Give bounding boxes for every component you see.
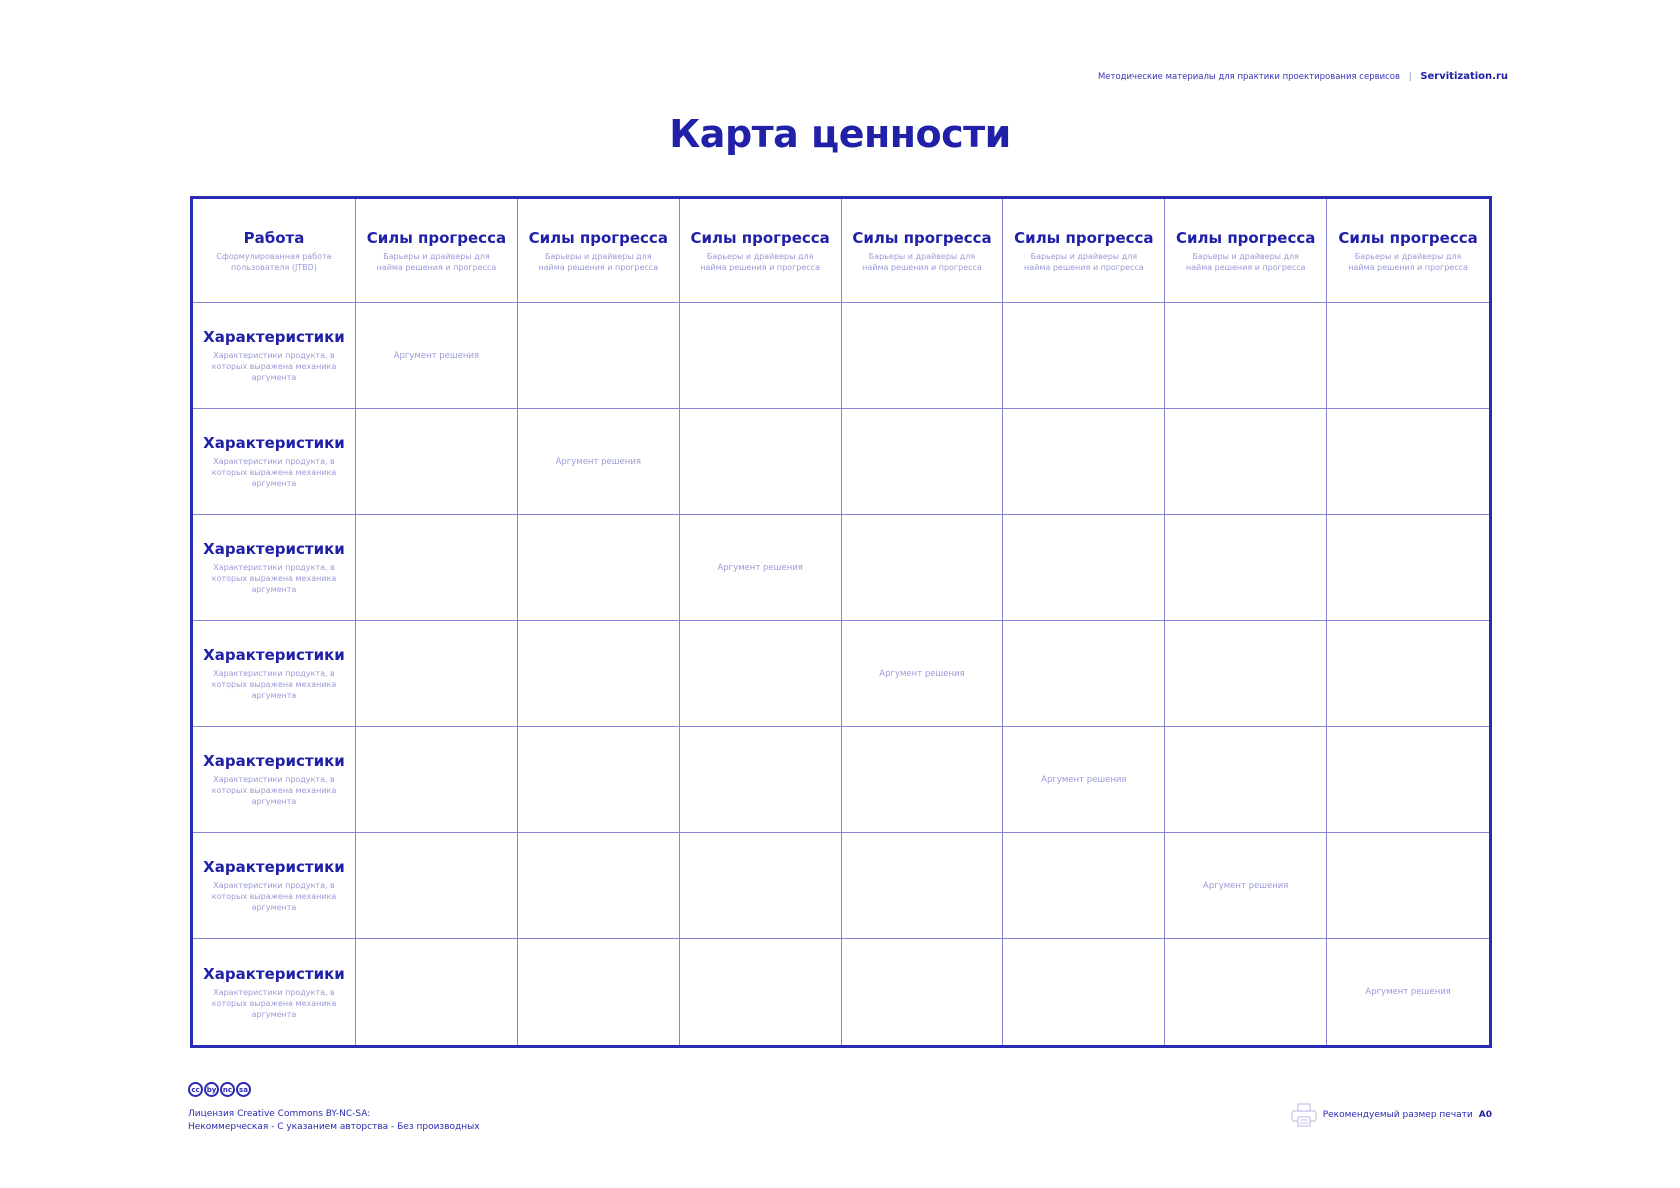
table-cell[interactable] [1165, 303, 1327, 409]
row-subtitle: Характеристики продукта, в которых выражена механика аргумента [211, 881, 337, 912]
row-header-cell [193, 939, 356, 1045]
table-cell[interactable] [1165, 621, 1327, 727]
column-subtitle: Барьеры и драйверы для найма решения и прогресса [700, 251, 820, 272]
page-title: Карта ценности [669, 112, 1011, 156]
nc-icon: nc [220, 1082, 235, 1097]
sa-icon: sa [236, 1082, 251, 1097]
table-cell[interactable] [518, 409, 680, 515]
table-cell[interactable] [1003, 621, 1165, 727]
table-cell[interactable] [518, 939, 680, 1045]
table-cell[interactable] [1327, 833, 1489, 939]
table-cell[interactable] [680, 515, 842, 621]
row-title: Характеристики [203, 434, 345, 452]
table-cell[interactable] [842, 409, 1004, 515]
column-subtitle: Барьеры и драйверы для найма решения и прогресса [1185, 251, 1306, 272]
row-title: Характеристики [203, 540, 345, 558]
column-title: Силы прогресса [366, 228, 507, 247]
header-tagline: Методические материалы для практики проектирования сервисов [1097, 72, 1401, 82]
table-cell[interactable] [518, 727, 680, 833]
row-title: Характеристики [203, 964, 345, 983]
row-header-cell [193, 409, 356, 515]
column-header-cell [1003, 199, 1165, 303]
table-cell[interactable] [1165, 409, 1327, 515]
table-cell[interactable] [842, 621, 1004, 727]
column-title: Силы прогресса [1014, 228, 1154, 247]
table-cell[interactable] [680, 833, 842, 939]
table-cell[interactable] [356, 727, 518, 833]
row-subtitle: Характеристики продукта, в которых выражена механика аргумента [211, 775, 337, 806]
table-cell[interactable] [356, 515, 518, 621]
corner-title: Работа [243, 228, 305, 247]
table-cell[interactable] [518, 621, 680, 727]
print-recommendation [1291, 1103, 1492, 1127]
row-subtitle: Характеристики продукта, в которых выражена механика аргумента [211, 351, 337, 382]
column-subtitle: Барьеры и драйверы для найма решения и прогресса [1024, 251, 1144, 272]
table-cell[interactable] [1165, 515, 1327, 621]
table-cell[interactable] [1327, 621, 1489, 727]
table-cell[interactable] [356, 939, 518, 1045]
table-cell[interactable] [1003, 303, 1165, 409]
argument-placeholder: Аргумент решения [393, 350, 480, 361]
table-cell[interactable] [1003, 727, 1165, 833]
argument-placeholder: Аргумент решения [879, 668, 965, 679]
table-cell[interactable] [1165, 939, 1327, 1045]
table-cell[interactable] [680, 939, 842, 1045]
column-title: Силы прогресса [528, 228, 668, 247]
table-cell[interactable] [356, 303, 518, 409]
cc-license-badges [188, 1082, 251, 1097]
printer-icon [1291, 1103, 1317, 1127]
column-header-cell [518, 199, 680, 303]
row-header-cell [193, 727, 356, 833]
table-cell[interactable] [356, 833, 518, 939]
table-cell[interactable] [1327, 939, 1489, 1045]
argument-placeholder: Аргумент решения [1365, 987, 1451, 997]
table-cell[interactable] [842, 939, 1004, 1045]
table-cell[interactable] [680, 621, 842, 727]
column-header-cell [356, 199, 518, 303]
row-subtitle: Характеристики продукта, в которых выражена механика аргумента [211, 457, 337, 488]
print-size: A0 [1478, 1110, 1492, 1120]
argument-placeholder: Аргумент решения [717, 562, 803, 573]
table-cell[interactable] [1003, 515, 1165, 621]
cc-icon: cc [188, 1082, 203, 1097]
row-title: Характеристики [203, 752, 345, 770]
print-label: Рекомендуемый размер печати [1322, 1110, 1473, 1120]
row-subtitle: Характеристики продукта, в которых выражена механика аргумента [211, 669, 337, 700]
column-title: Силы прогресса [690, 228, 830, 247]
header-separator: | [1408, 72, 1412, 82]
table-cell[interactable] [680, 303, 842, 409]
row-header-cell [193, 621, 356, 727]
column-header-cell [1327, 199, 1489, 303]
license-line-2: Некоммерческая - С указанием авторства - Без производных [188, 1122, 480, 1132]
site-link[interactable]: Servitization.ru [1420, 71, 1508, 82]
license-line-1: Лицензия Creative Commons BY-NC-SA: [188, 1109, 371, 1119]
table-cell[interactable] [1327, 515, 1489, 621]
license-text [188, 1108, 480, 1134]
column-header-cell [1165, 199, 1327, 303]
table-cell[interactable] [680, 409, 842, 515]
table-cell[interactable] [518, 303, 680, 409]
corner-header-cell [193, 199, 356, 303]
row-title: Характеристики [203, 858, 345, 876]
table-cell[interactable] [518, 515, 680, 621]
table-cell[interactable] [356, 621, 518, 727]
argument-placeholder: Аргумент решения [555, 456, 641, 467]
row-header-cell [193, 303, 356, 409]
table-cell[interactable] [1003, 833, 1165, 939]
by-icon: by [204, 1082, 219, 1097]
argument-placeholder: Аргумент решения [1203, 880, 1289, 891]
table-cell[interactable] [1327, 727, 1489, 833]
row-title: Характеристики [203, 328, 345, 346]
value-map-table [190, 196, 1492, 1048]
column-subtitle: Барьеры и драйверы для найма решения и прогресса [862, 251, 982, 272]
row-title: Характеристики [203, 646, 345, 664]
table-cell[interactable] [1003, 939, 1165, 1045]
table-cell[interactable] [518, 833, 680, 939]
table-cell[interactable] [842, 727, 1004, 833]
table-cell[interactable] [842, 833, 1004, 939]
table-cell[interactable] [842, 515, 1004, 621]
column-subtitle: Барьеры и драйверы для найма решения и прогресса [1348, 251, 1468, 272]
table-cell[interactable] [1327, 409, 1489, 515]
column-subtitle: Барьеры и драйверы для найма решения и прогресса [376, 251, 497, 272]
table-cell[interactable] [1165, 727, 1327, 833]
column-title: Силы прогресса [1338, 228, 1478, 247]
table-cell[interactable] [1327, 303, 1489, 409]
column-subtitle: Барьеры и драйверы для найма решения и прогресса [538, 251, 659, 272]
table-cell[interactable] [1165, 833, 1327, 939]
table-cell[interactable] [842, 303, 1004, 409]
corner-subtitle: Сформулированная работа пользователя (JTBD) [216, 251, 332, 272]
table-cell[interactable] [356, 409, 518, 515]
table-cell[interactable] [1003, 409, 1165, 515]
header-tagline-bar [1098, 71, 1508, 82]
table-cell[interactable] [680, 727, 842, 833]
column-title: Силы прогресса [1176, 228, 1316, 247]
row-header-cell [193, 515, 356, 621]
column-header-cell [842, 199, 1004, 303]
row-subtitle: Характеристики продукта, в которых выражена механика аргумента [211, 563, 337, 594]
argument-placeholder: Аргумент решения [1041, 774, 1127, 785]
column-title: Силы прогресса [852, 228, 992, 247]
row-header-cell [193, 833, 356, 939]
column-header-cell [680, 199, 842, 303]
row-subtitle: Характеристики продукта, в которых выражена механика аргумента [211, 987, 337, 1019]
